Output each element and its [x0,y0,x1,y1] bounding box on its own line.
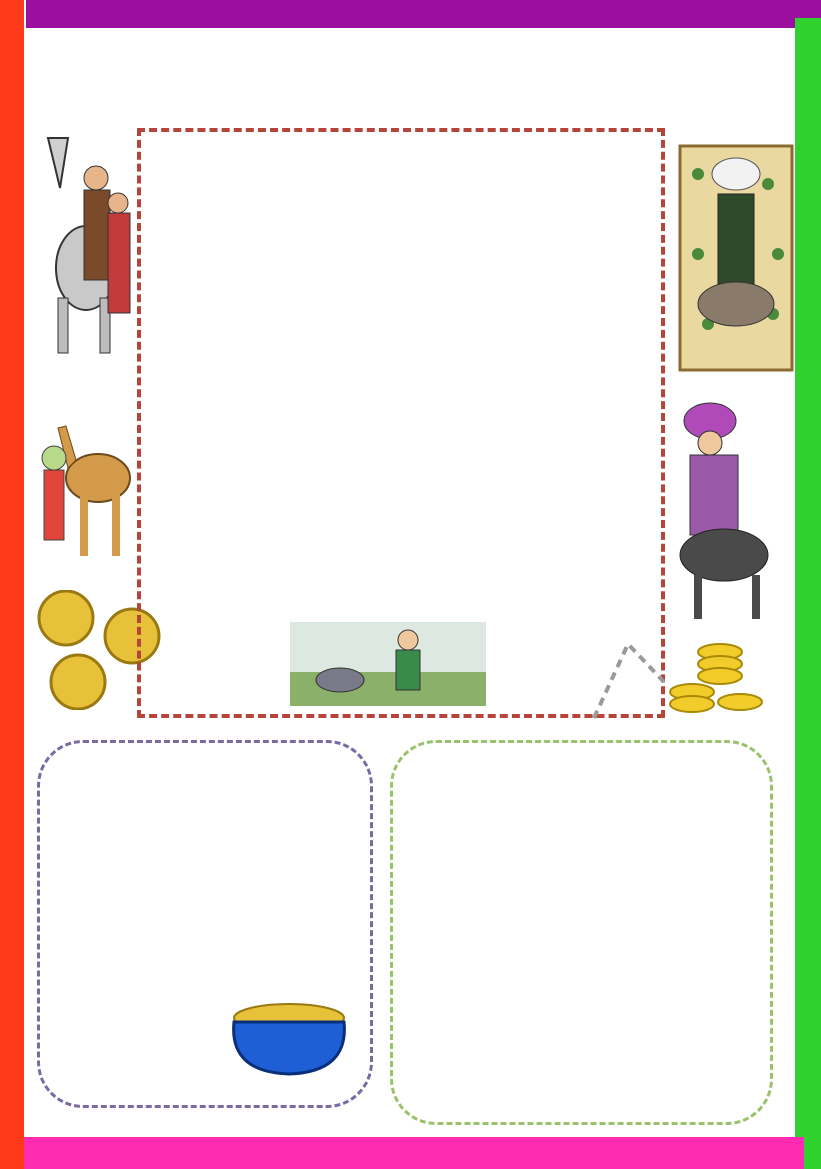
camel-illustration [36,398,136,566]
story-text-box [137,128,665,718]
donkey-characters-illustration [38,118,138,366]
coin-stack-icon [662,638,766,722]
frame-bottom-bar [24,1137,804,1169]
frame-right-bar [795,18,821,1169]
djeha-donkey-illustration-2 [664,395,782,623]
questions-box [37,740,373,1108]
speech-bubble-tail [588,638,668,722]
story-text [162,138,654,151]
djeha-on-donkey-illustration [678,144,794,372]
frame-left-bar [0,0,24,1169]
frame-top-bar [26,0,821,28]
activities-box [390,740,773,1125]
